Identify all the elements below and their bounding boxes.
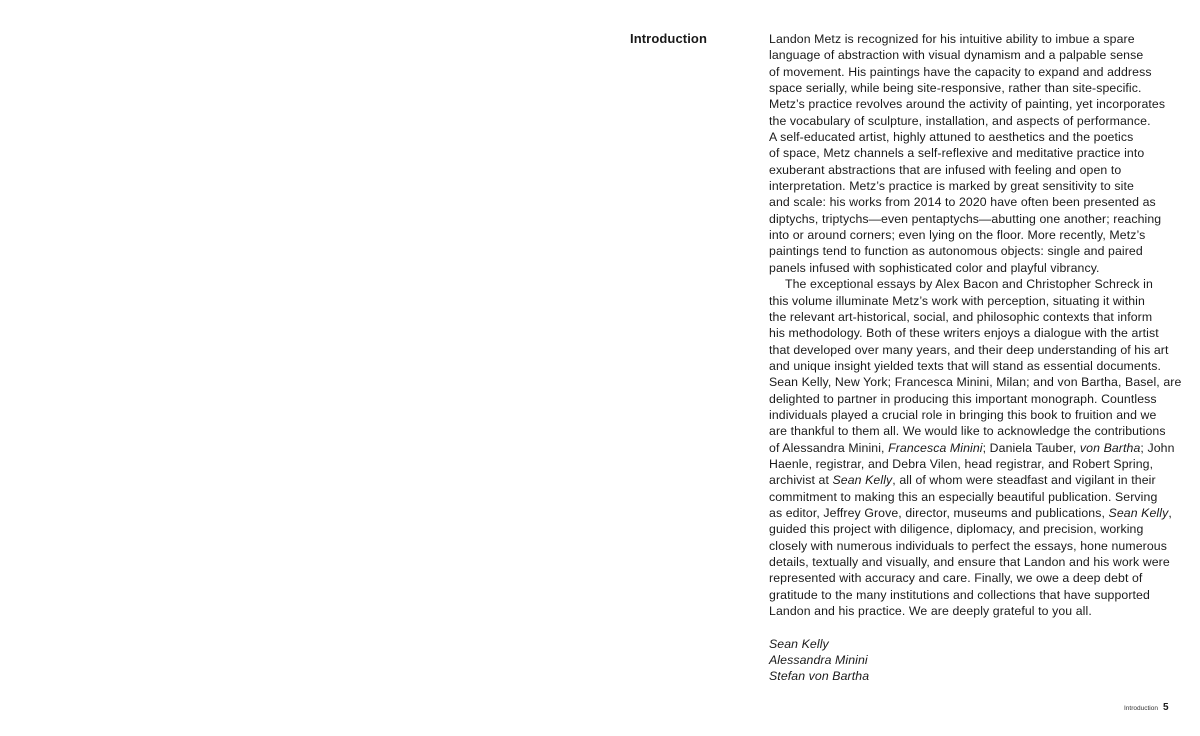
text-line: The exceptional essays by Alex Bacon and Christopher Schreck in [785,277,1153,292]
italic-name: Francesca Minini [888,440,983,455]
section-title: Introduction [630,31,708,46]
text-line: his methodology. Both of these writers enjoys a dialogue with the artist [769,326,1159,341]
text-line [769,472,1169,488]
text-line: and unique insight yielded texts that will stand as essential documents. [769,358,1162,373]
text-segment: ; John [1140,440,1175,455]
page-number: 5 [1163,702,1169,713]
text-line: language of abstraction with visual dynamism and a palpable sense [769,48,1144,63]
text-line: are thankful to them all. We would like to acknowledge the contributions [769,424,1166,439]
signature-name: Stefan von Bartha [769,669,870,684]
signature-name: Sean Kelly [769,636,829,651]
text-segment: archivist at [769,473,833,488]
text-line: details, textually and visually, and ensure that Landon and his work were [769,555,1170,569]
text-line: guided this project with diligence, diplomacy, and precision, working [769,522,1144,537]
text-line: of movement. His paintings have the capacity to expand and address [769,64,1152,79]
italic-name: Sean Kelly [1108,505,1169,520]
text-line [769,440,1175,456]
text-segment: of Alessandra Minini, [769,440,889,455]
text-line: Landon and his practice. We are deeply grateful to you all. [769,604,1092,619]
text-line: space serially, while being site-responsive, rather than site-specific. [769,81,1142,96]
text-line: this volume illuminate Metz’s work with perception, situating it within [769,293,1145,308]
text-line: closely with numerous individuals to perfect the essays, hone numerous [769,538,1167,553]
text-line: Haenle, registrar, and Debra Vilen, head registrar, and Robert Spring, [769,456,1154,471]
text-line: the relevant art-historical, social, and philosophic contexts that inform [769,309,1153,324]
text-line: Landon Metz is recognized for his intuitive ability to imbue a spare [769,32,1135,46]
text-line: Metz’s practice revolves around the activity of painting, yet incorporates [769,97,1166,112]
text-segment: ; Daniela Tauber, [982,440,1080,455]
text-line: paintings tend to function as autonomous objects: single and paired [769,244,1143,259]
text-line: the vocabulary of sculpture, installation, and aspects of performance. [769,113,1151,128]
text-line: gratitude to the many institutions and collections that have supported [769,587,1150,602]
text-line: diptychs, triptychs—even pentaptychs—abutting one another; reaching [769,211,1162,226]
text-line: exuberant abstractions that are infused with feeling and open to [769,162,1122,177]
text-segment: , all of whom were steadfast and vigilant in their [892,473,1156,488]
text-line: of space, Metz channels a self-reflexive and meditative practice into [769,146,1145,161]
text-line: delighted to partner in producing this important monograph. Countless [769,391,1157,406]
text-line: panels infused with sophisticated color and playful vibrancy. [769,260,1100,275]
text-line: that developed over many years, and their deep understanding of his art [769,342,1169,357]
text-line [769,505,1172,521]
text-line: A self-educated artist, highly attuned to aesthetics and the poetics [769,130,1134,145]
text-line: commitment to making this an especially beautiful publication. Serving [769,489,1158,504]
text-line: represented with accuracy and care. Finally, we owe a deep debt of [769,571,1143,586]
text-segment: , [1168,505,1172,520]
text-line: Sean Kelly, New York; Francesca Minini, Milan; and von Bartha, Basel, are [769,375,1182,390]
text-line: into or around corners; even lying on the floor. More recently, Metz’s [769,228,1146,243]
spacer [769,619,1169,635]
text-line: and scale: his works from 2014 to 2020 have often been presented as [769,195,1156,210]
text-line: individuals played a crucial role in bringing this book to fruition and we [769,407,1157,422]
introduction-body [769,31,1182,685]
italic-name: Sean Kelly [832,473,893,488]
text-line: interpretation. Metz’s practice is marked by great sensitivity to site [769,179,1134,194]
signature-name: Alessandra Minini [769,653,868,668]
running-footer-label: Introduction [1124,705,1158,712]
italic-name: von Bartha [1079,440,1141,455]
text-segment: as editor, Jeffrey Grove, director, museums and publications, [769,505,1109,520]
